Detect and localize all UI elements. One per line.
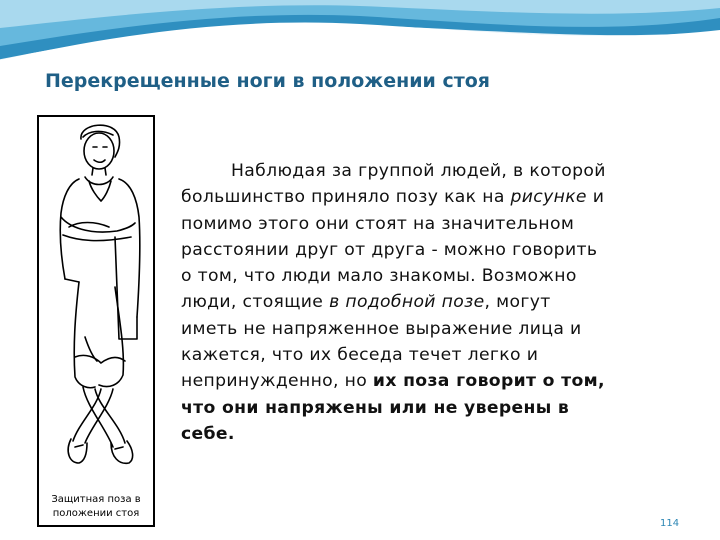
body-text-bold: их поза говорит о том, bbox=[372, 371, 605, 392]
figure-illustration-frame bbox=[37, 115, 155, 527]
body-text-segment: большинство приняло позу как на bbox=[181, 187, 511, 208]
body-text-segment: иметь не напряженное выражение лица и bbox=[181, 318, 582, 339]
page-number: 114 bbox=[660, 518, 680, 529]
body-text-segment: и bbox=[586, 187, 605, 208]
body-text-segment: Наблюдая за группой людей, в которой bbox=[231, 161, 606, 181]
body-line bbox=[181, 184, 713, 210]
body-text-italic: рисунке bbox=[510, 187, 587, 208]
body-text-segment: люди, стоящие bbox=[181, 292, 330, 313]
body-text-italic: в подобной позе bbox=[329, 292, 485, 313]
body-line bbox=[181, 289, 713, 315]
body-text-segment: помимо этого они стоят на значительном bbox=[181, 213, 575, 234]
header-wave-decoration bbox=[0, 0, 720, 60]
body-text-segment: непринужденно, но bbox=[181, 371, 373, 392]
body-line bbox=[181, 158, 713, 184]
body-text-segment: , могут bbox=[484, 292, 551, 313]
body-text-segment: кажется, что их беседа течет легко и bbox=[181, 345, 539, 366]
body-line bbox=[181, 263, 713, 289]
body-text-bold: себе. bbox=[181, 423, 235, 444]
body-line bbox=[181, 421, 713, 447]
body-line bbox=[181, 237, 713, 263]
body-line bbox=[181, 316, 713, 342]
slide-title: Перекрещенные ноги в положении стоя bbox=[45, 70, 490, 92]
body-line bbox=[181, 395, 713, 421]
body-text-segment: расстоянии друг от друга - можно говорить bbox=[181, 239, 598, 260]
standing-person-illustration bbox=[39, 117, 153, 487]
body-text-segment: о том, что люди мало знакомы. Возможно bbox=[181, 266, 577, 287]
figure-caption bbox=[39, 493, 153, 521]
body-line bbox=[181, 342, 713, 368]
body-text-bold: что они напряжены или не уверены в bbox=[181, 397, 570, 418]
figure-caption-line-2: положении стоя bbox=[52, 508, 140, 519]
body-line bbox=[181, 368, 713, 394]
body-line bbox=[181, 211, 713, 237]
body-paragraph bbox=[181, 158, 713, 447]
figure-caption-line-1: Защитная поза в bbox=[51, 494, 141, 505]
